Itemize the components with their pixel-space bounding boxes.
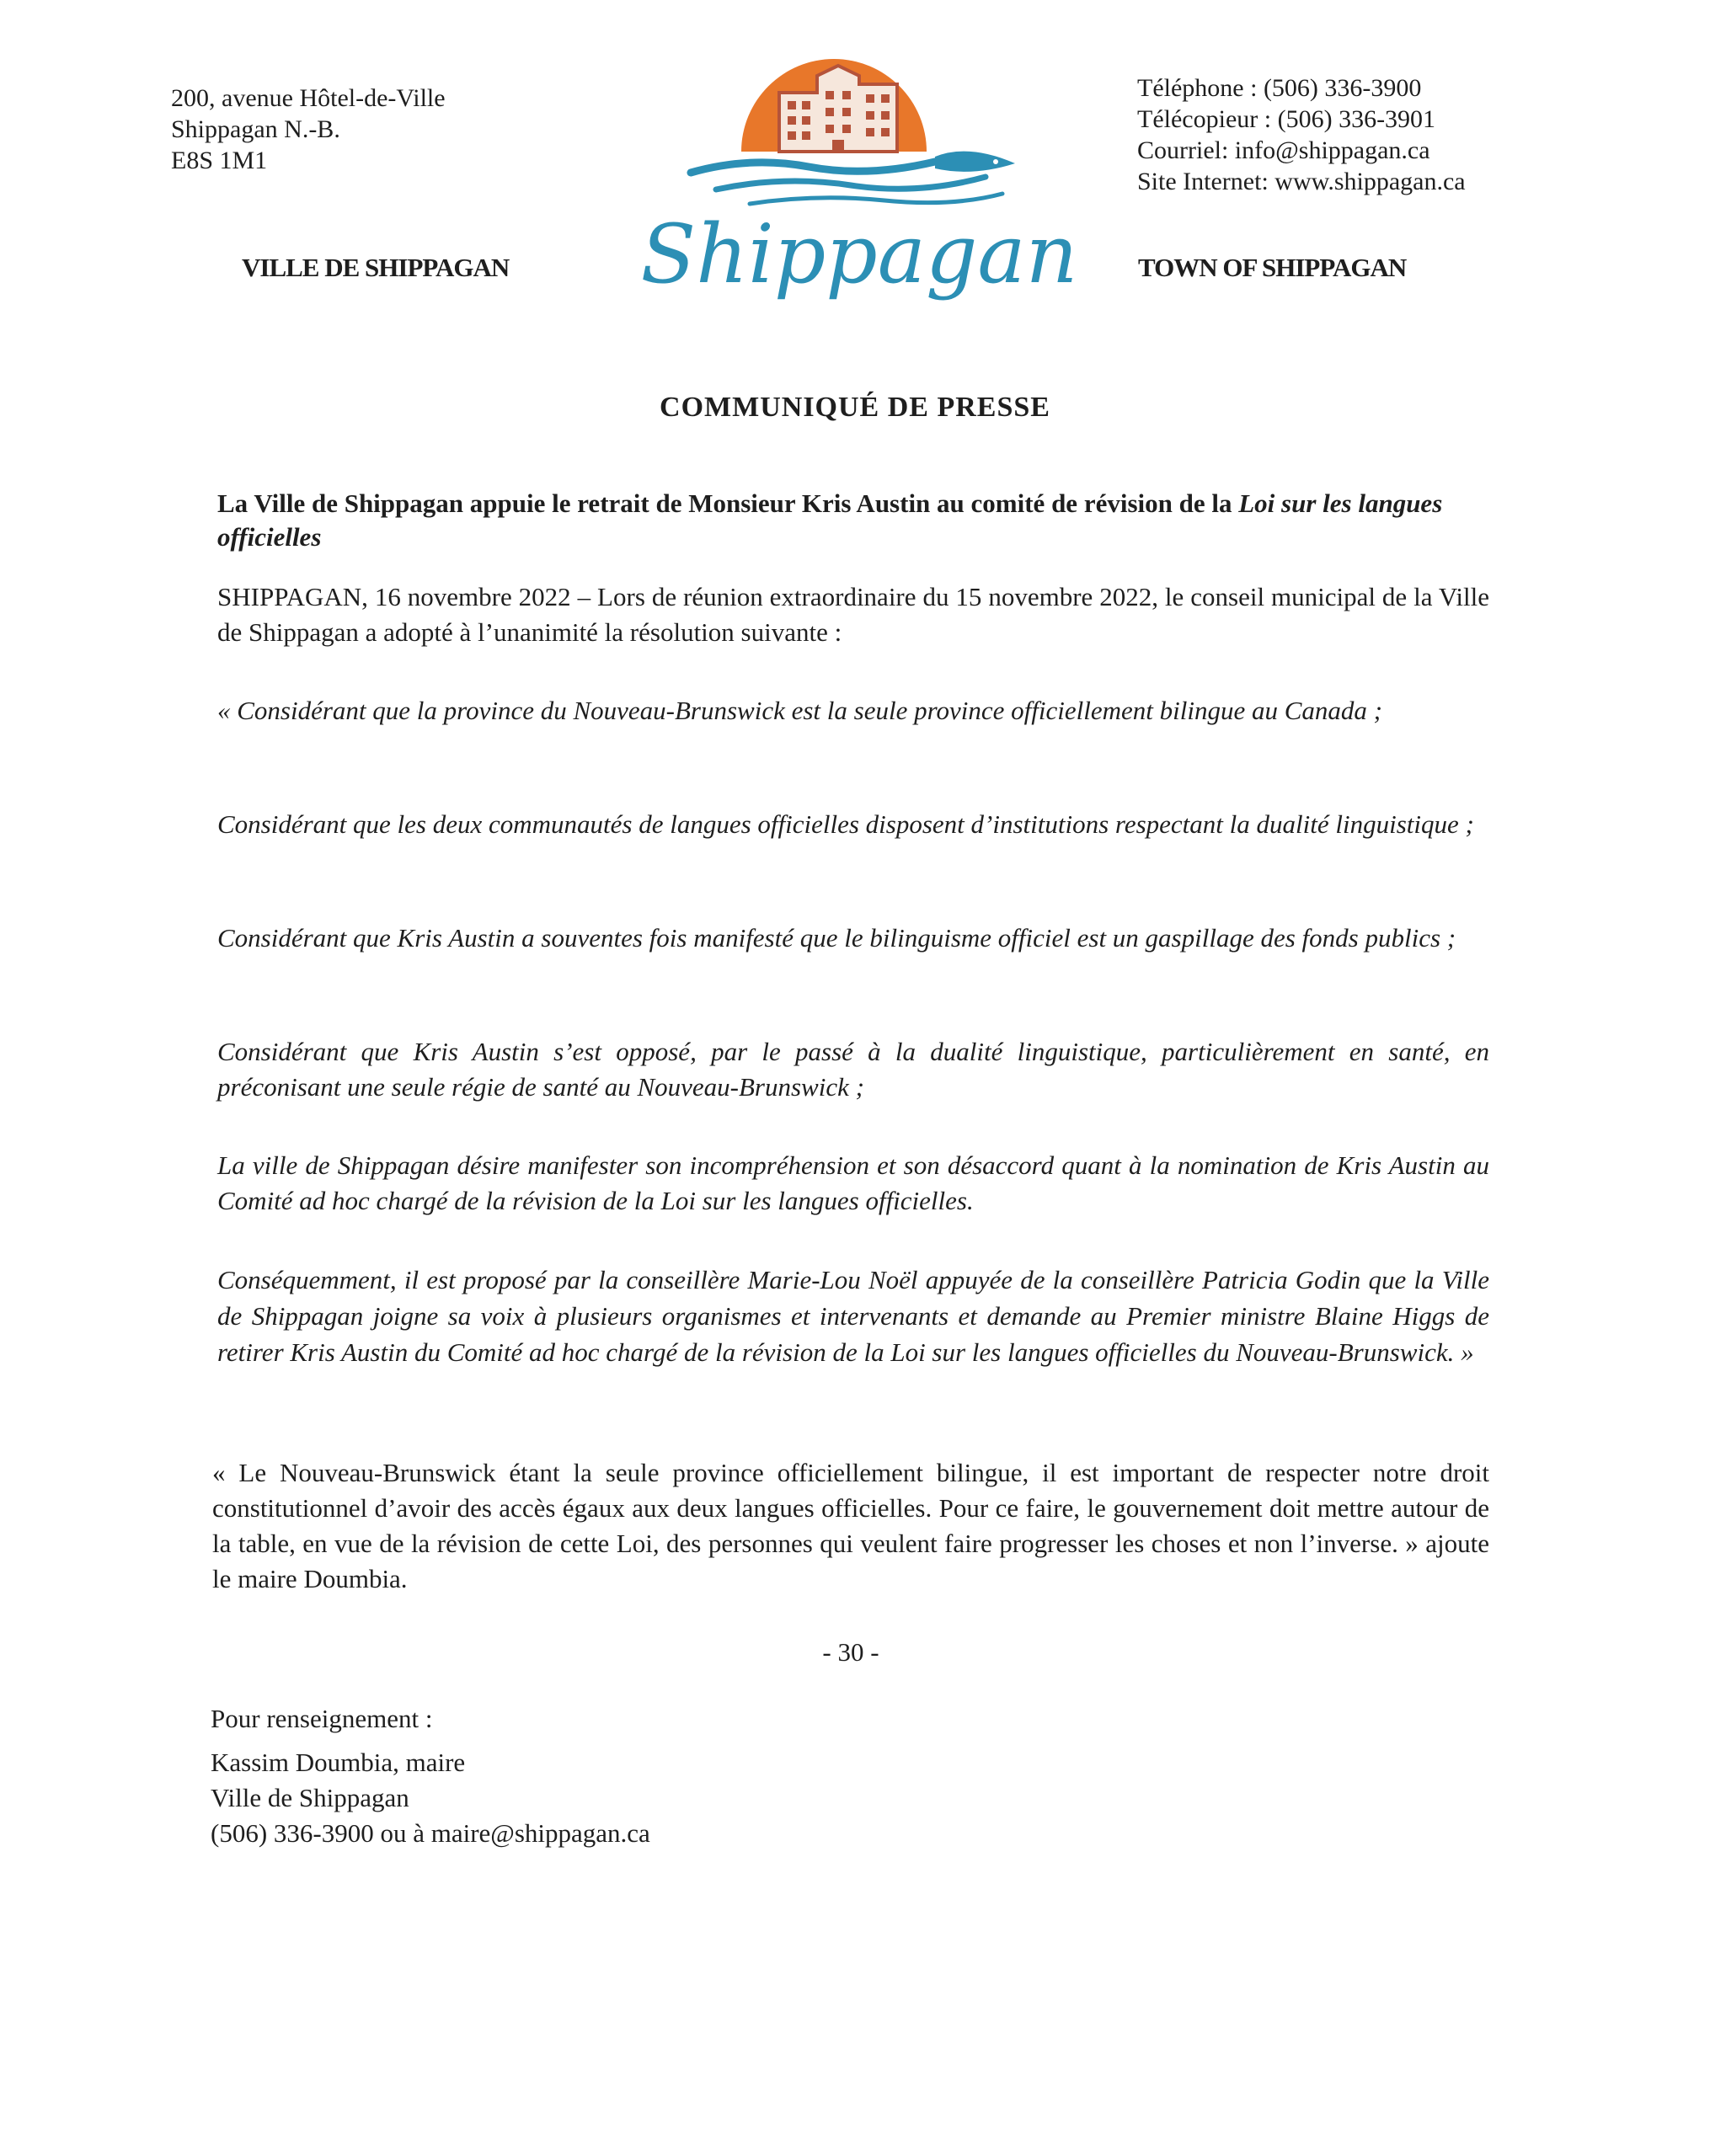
shippagan-logo bbox=[640, 59, 1078, 328]
address-line: Shippagan N.-B. bbox=[171, 115, 340, 143]
address-block bbox=[171, 83, 446, 176]
headline bbox=[217, 487, 1489, 554]
resolution-paragraph: Considérant que les deux communautés de langues officielles disposent d’institutions respectant la dualité linguistique ; bbox=[217, 809, 1474, 839]
contact-block bbox=[1137, 72, 1466, 197]
contact-info bbox=[211, 1701, 650, 1851]
headline-main: La Ville de Shippagan appuie le retrait de Monsieur Kris Austin au comité de révision de la bbox=[217, 488, 1239, 518]
town-name-fr: VILLE DE SHIPPAGAN bbox=[242, 253, 510, 282]
contact-org: Ville de Shippagan bbox=[211, 1783, 409, 1812]
document-title: COMMUNIQUÉ DE PRESSE bbox=[660, 392, 1050, 423]
resolution-paragraph: Conséquemment, il est proposé par la conseillère Marie-Lou Noël appuyée de la conseillère Patricia Godin que la Ville de Shippagan joigne sa voix à plusieurs organismes et intervenants et demande au Premier ministre Blaine Higgs de retirer Kris Austin du Comité ad hoc chargé de la révision de la Loi sur les langues officielles du Nouveau-Brunswick. » bbox=[217, 1265, 1489, 1367]
end-marker: - 30 - bbox=[822, 1637, 879, 1667]
website-line: Site Internet: www.shippagan.ca bbox=[1137, 168, 1466, 195]
headline-italic: Loi sur les langues officielles bbox=[217, 488, 1443, 552]
resolution-paragraph: Considérant que Kris Austin a souventes fois manifesté que le bilinguisme officiel est un gaspillage des fonds publics ; bbox=[217, 923, 1456, 953]
contact-phone-email: (506) 336-3900 ou à maire@shippagan.ca bbox=[211, 1818, 650, 1848]
fish-shape bbox=[935, 152, 1015, 172]
resolution-paragraph: « Considérant que la province du Nouveau-Brunswick est la seule province officiellement bilingue au Canada ; bbox=[217, 696, 1382, 725]
mayor-quote-paragraph: « Le Nouveau-Brunswick étant la seule province officiellement bilingue, il est important de respecter notre droit constitutionnel d’avoir des accès égaux aux deux langues officielles. Pour ce faire, le gouvernement doit mettre autour de la table, en vue de la révision de cette Loi, des personnes qui veulent faire progresser les choses et non l’inverse. » ajoute le maire Doumbia. bbox=[212, 1458, 1489, 1593]
resolution-paragraph: La ville de Shippagan désire manifester son incompréhension et son désaccord quant à la nomination de Kris Austin au Comité ad hoc chargé de la révision de la Loi sur les langues officielles. bbox=[217, 1150, 1489, 1215]
logo-wordmark: Shippagan bbox=[640, 207, 1078, 302]
phone-line: Téléphone : (506) 336-3900 bbox=[1137, 74, 1422, 102]
town-name-en: TOWN OF SHIPPAGAN bbox=[1138, 253, 1407, 282]
fax-line: Télécopieur : (506) 336-3901 bbox=[1137, 105, 1436, 133]
address-line: 200, avenue Hôtel-de-Ville bbox=[171, 84, 446, 112]
contact-label: Pour renseignement : bbox=[211, 1704, 433, 1733]
contact-name: Kassim Doumbia, maire bbox=[211, 1748, 466, 1777]
resolution-paragraph: Considérant que Kris Austin s’est opposé, par le passé à la dualité linguistique, particulièrement en santé, en préconisant une seule régie de santé au Nouveau-Brunswick ; bbox=[217, 1037, 1489, 1102]
intro-paragraph: SHIPPAGAN, 16 novembre 2022 – Lors de réunion extraordinaire du 15 novembre 2022, le conseil municipal de la Ville de Shippagan a adopté à l’unanimité la résolution suivante : bbox=[217, 582, 1489, 647]
address-line: E8S 1M1 bbox=[171, 147, 268, 174]
email-line: Courriel: info@shippagan.ca bbox=[1137, 136, 1430, 164]
